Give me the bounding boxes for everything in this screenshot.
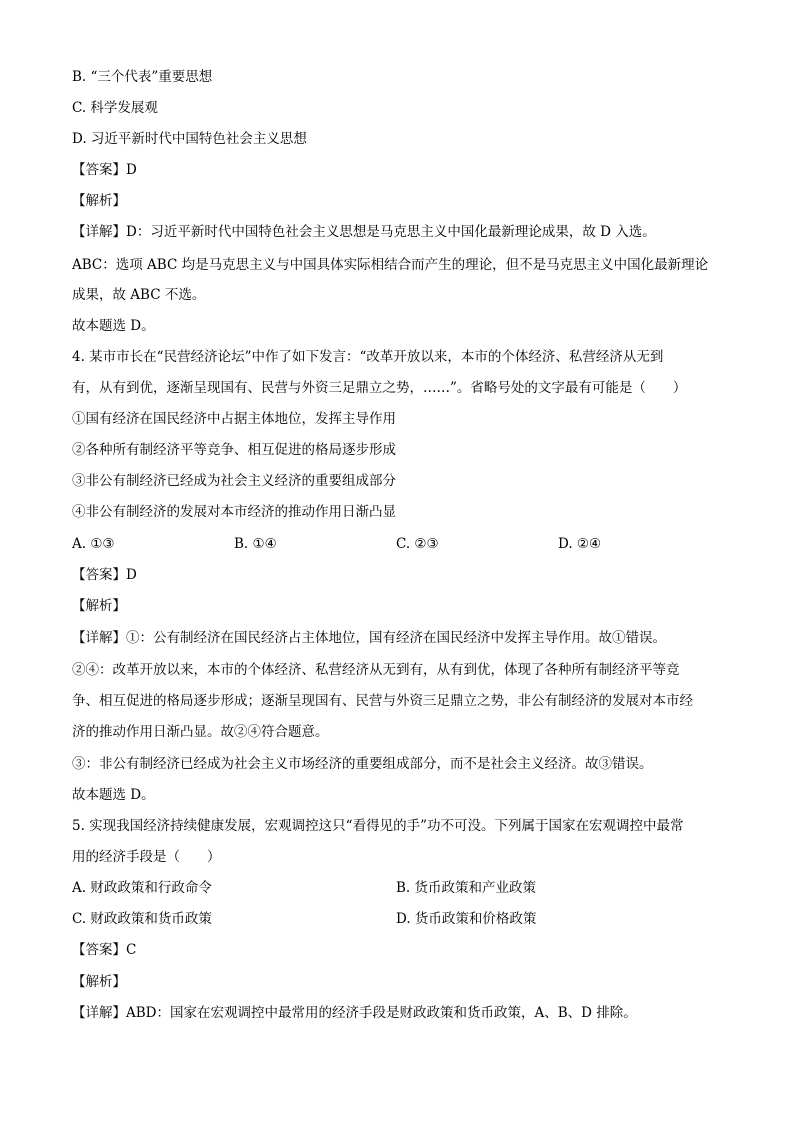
q4-answer: 【答案】D <box>72 567 137 583</box>
q3-detail-line-3: 成果，故 ABC 不选。 <box>72 287 206 303</box>
q5-detail-line-1: 【详解】ABD：国家在宏观调控中最常用的经济手段是财政政策和货币政策，A、B、D 排除。 <box>72 1005 637 1021</box>
q4-detail-line-1: 【详解】①：公有制经济在国民经济占主体地位，国有经济在国民经济中发挥主导作用。故①错误。 <box>72 630 666 646</box>
q3-answer: 【答案】D <box>72 162 137 178</box>
q4-conclusion: 故本题选 D。 <box>72 787 155 803</box>
q4-detail-line-3: 争、相互促进的格局逐步形成；逐渐呈现国有、民营与外资三足鼎立之势，非公有制经济的发展对本市经 <box>72 693 693 709</box>
q5-option-a: A. 财政政策和行政命令 <box>72 880 212 896</box>
q4-detail-line-4: 济的推动作用日渐凸显。故②④符合题意。 <box>72 724 329 740</box>
q4-option-d: D. ②④ <box>558 536 602 552</box>
q3-analysis-heading: 【解析】 <box>72 193 126 209</box>
q4-item-3: ③非公有制经济已经成为社会主义经济的重要组成部分 <box>72 473 396 489</box>
q4-option-b: B. ①④ <box>234 536 277 552</box>
q4-option-c: C. ②③ <box>396 536 439 552</box>
q5-option-b: B. 货币政策和产业政策 <box>396 880 537 896</box>
q5-analysis-heading: 【解析】 <box>72 974 126 990</box>
q4-analysis-heading: 【解析】 <box>72 598 126 614</box>
q4-stem-line-1: 4. 某市市长在“民营经济论坛”中作了如下发言：“改革开放以来，本市的个体经济、私营经济从无到 <box>72 349 664 365</box>
q5-stem-line-2: 用的经济手段是（ ） <box>72 849 221 865</box>
q3-option-d: D. 习近平新时代中国特色社会主义思想 <box>72 131 307 147</box>
q4-option-a: A. ①③ <box>72 536 115 552</box>
q3-option-c: C. 科学发展观 <box>72 100 158 116</box>
q5-option-c: C. 财政政策和货币政策 <box>72 911 212 927</box>
q4-item-4: ④非公有制经济的发展对本市经济的推动作用日渐凸显 <box>72 504 396 520</box>
q4-item-1: ①国有经济在国民经济中占据主体地位，发挥主导作用 <box>72 411 396 427</box>
q5-stem-line-1: 5. 实现我国经济持续健康发展，宏观调控这只“看得见的手”功不可没。下列属于国家在宏观调控中最常 <box>72 818 684 834</box>
q4-detail-line-2: ②④：改革开放以来，本市的个体经济、私营经济从无到有，从有到优，体现了各种所有制经济平等竞 <box>72 662 680 678</box>
q5-answer: 【答案】C <box>72 942 137 958</box>
q4-item-2: ②各种所有制经济平等竞争、相互促进的格局逐步形成 <box>72 442 396 458</box>
q5-option-d: D. 货币政策和价格政策 <box>396 911 537 927</box>
q3-detail-line-1: 【详解】D：习近平新时代中国特色社会主义思想是马克思主义中国化最新理论成果，故 D 入选。 <box>72 224 656 240</box>
q4-detail-line-5: ③：非公有制经济已经成为社会主义市场经济的重要组成部分，而不是社会主义经济。故③错误。 <box>72 756 653 772</box>
q3-option-b: B. “三个代表”重要思想 <box>72 69 213 85</box>
q3-detail-line-2: ABC：选项 ABC 均是马克思主义与中国具体实际相结合而产生的理论，但不是马克思主义中国化最新理论 <box>72 257 709 273</box>
q3-conclusion: 故本题选 D。 <box>72 318 155 334</box>
q4-stem-line-2: 有，从有到优，逐渐呈现国有、民营与外资三足鼎立之势，……”。省略号处的文字最有可能是（ ） <box>72 380 687 396</box>
